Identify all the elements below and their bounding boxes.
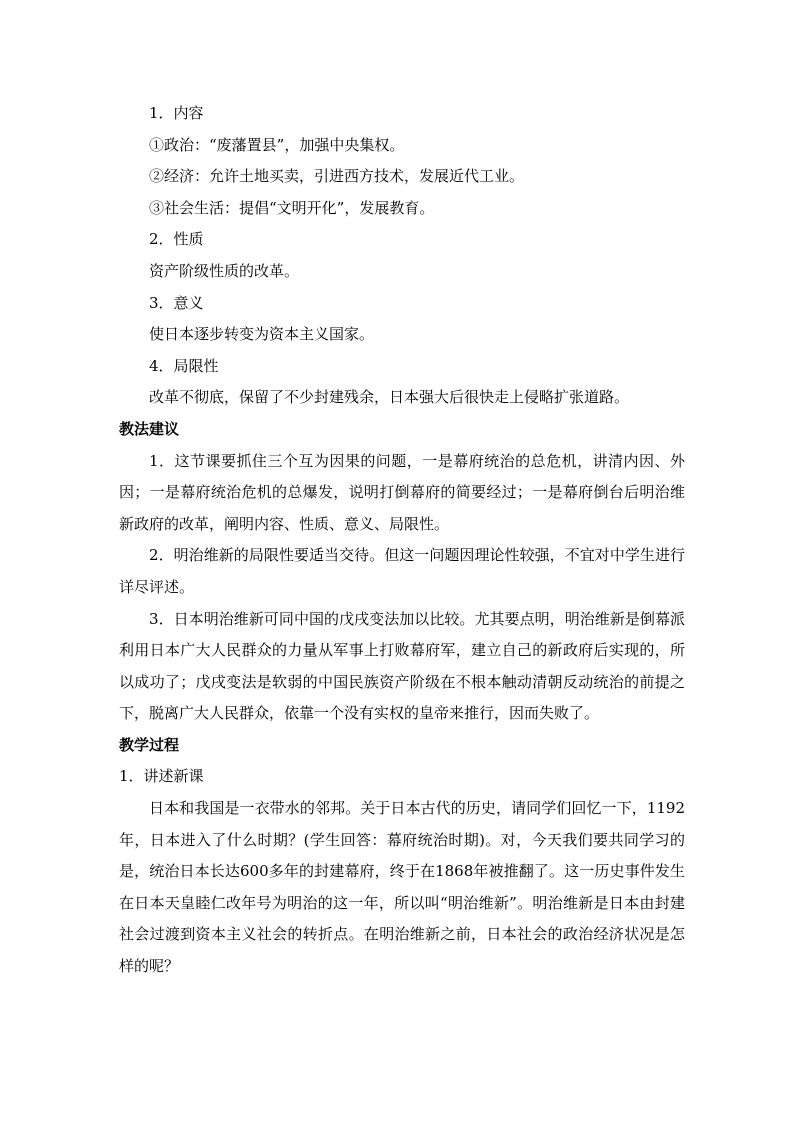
suggestion-paragraph-3: 3．日本明治维新可同中国的戊戌变法加以比较。尤其要点明，明治维新是倒幕派利用日本广大人民群众的力量从军事上打败幕府军，建立自己的新政府后实现的，所以成功了；戊戌变法是软弱的中国民族资产阶级在不根本触动清朝反动统治的前提之下，脱离广大人民群众，依靠一个没有实权的皇帝来推行，因而失败了。 xyxy=(119,609,685,723)
nature-text: 资产阶级性质的改革。 xyxy=(149,261,300,280)
new-lesson-subheading: 1．讲述新课 xyxy=(119,767,204,786)
process-paragraph-1: 日本和我国是一衣带水的邻邦。关于日本古代的历史，请同学们回忆一下，1192年，日本进入了什么时期？(学生回答：幕府统治时期)。对，今天我们要共同学习的是，统治日本长达600多年的封建幕府，终于在1868年被推翻了。这一历史事件发生在日本天皇睦仁改年号为明治的这一年，所以叫“明治维新”。明治维新是日本由封建社会过渡到资本主义社会的转折点。在明治维新之前，日本社会的政治经济状况是怎样的呢？ xyxy=(119,799,685,976)
nature-heading: 2．性质 xyxy=(149,230,204,249)
limitation-heading: 4．局限性 xyxy=(149,356,219,375)
limitation-text: 改革不彻底，保留了不少封建残余，日本强大后很快走上侵略扩张道路。 xyxy=(149,388,630,407)
content-heading: 1．内容 xyxy=(149,104,204,122)
suggestion-paragraph-1: 1．这节课要抓住三个互为因果的问题，一是幕府统治的总危机，讲清内因、外因；一是幕府统治危机的总爆发，说明打倒幕府的简要经过；一是幕府倒台后明治维新政府的改革，阐明内容、性质、意义、局限性。 xyxy=(119,451,685,533)
content-item-economy: ②经济：允许土地买卖，引进西方技术，发展近代工业。 xyxy=(149,167,525,186)
teaching-process-heading: 教学过程 xyxy=(119,735,180,754)
teaching-suggestions-heading: 教法建议 xyxy=(119,419,180,438)
significance-heading: 3．意义 xyxy=(149,293,204,312)
content-item-society: ③社会生活：提倡“文明开化”，发展教育。 xyxy=(149,198,435,217)
content-item-politics: ①政治：“废藩置县”，加强中央集权。 xyxy=(149,135,405,154)
document-page xyxy=(119,98,685,983)
suggestion-paragraph-2: 2．明治维新的局限性要适当交待。但这一问题因理论性较强，不宜对中学生进行详尽评述。 xyxy=(119,546,685,596)
significance-text: 使日本逐步转变为资本主义国家。 xyxy=(149,325,375,344)
